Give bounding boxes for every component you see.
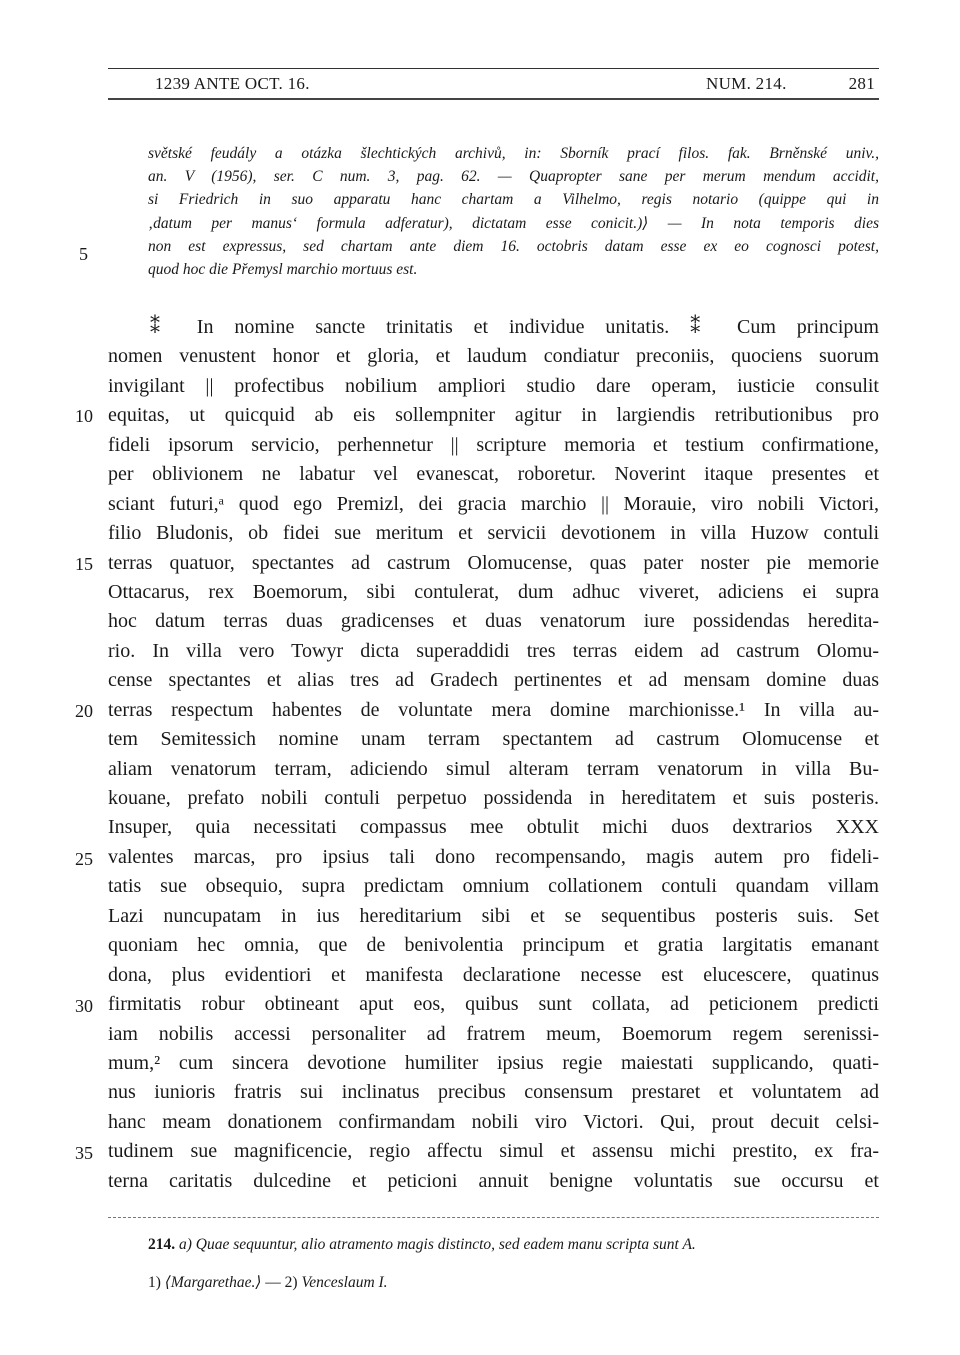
footnote-dash: — xyxy=(265,1274,281,1291)
charter-line: tem Semitessich nomine unam terram spectantem ad castrum Olomucense et xyxy=(108,728,879,751)
charter-line: terras respectum habentes de voluntate mera domine marchionisse.¹ In villa au- xyxy=(108,698,879,721)
charter-line: terna caritatis dulcedine et peticioni annuit benigne voluntatis sue occursu et xyxy=(108,1169,879,1192)
charter-line: invigilant || profectibus nobilium ampliori studio dare operam, iusticie consulit xyxy=(108,374,879,397)
charter-text xyxy=(108,313,879,1196)
charter-line: equitas, ut quicquid ab eis sollempniter agitur in largiendis retributionibus pro xyxy=(108,404,879,427)
charter-line: terras quatuor, spectantes ad castrum Olomucense, quas pater noster pie memorie xyxy=(108,551,879,574)
charter-line: aliam venatorum terram, adiciendo simul alteram terram venatorum in villa Bu- xyxy=(108,757,879,780)
charter-line: filio Bludonis, ob fidei sue meritum et servicii devotionem in villa Huzow contuli xyxy=(108,522,879,545)
footnote-1-text: ⟨Margarethae.⟩ xyxy=(164,1274,262,1291)
header-top-rule xyxy=(108,68,879,69)
charter-line: hoc datum terras duas gradicenses et duas venatorum iure possidendas heredita- xyxy=(108,610,879,633)
charter-line: Insuper, quia necessitati compassus mee obtulit michi duos dextrarios XXX xyxy=(108,816,879,839)
line-number: 15 xyxy=(75,554,93,574)
header-document-number: NUM. 214. xyxy=(706,74,787,93)
charter-line: tudinem sue magnificencie, regio affectu simul et assensu michi prestito, ex fra- xyxy=(108,1140,879,1163)
line-number: 25 xyxy=(75,849,93,869)
editorial-introduction xyxy=(148,142,879,281)
intro-line: ‚datum per manus‘ formula adferatur), dictatam esse conicit.)⟩ — In nota temporis dies xyxy=(148,214,879,232)
charter-line: Lazi nuncupatam in ius hereditarium sibi et se sequentibus posteris suis. Set xyxy=(108,904,879,927)
line-number: 35 xyxy=(75,1143,93,1163)
charter-line: fideli ipsorum servicio, perhennetur || scripture memoria et testium confirmatione, xyxy=(108,433,879,456)
intro-line: světské feudály a otázka šlechtických archivů, in: Sborník prací filos. fak. Brněnské univ., xyxy=(148,145,879,162)
running-header xyxy=(108,68,879,100)
charter-line: cense spectantes et alias tres ad Gradech pertinentes et ad mensam domine duas xyxy=(108,669,879,692)
charter-line: nomen venustent honor et gloria, et laudum condiatur preconiis, quociens suorum xyxy=(108,345,879,368)
charter-line: mum,² cum sincera devotione humiliter ipsius regie maiestati supplicando, quati- xyxy=(108,1051,879,1074)
footnote-separator xyxy=(108,1217,879,1218)
charter-line: nus iunioris fratris sui inclinatus precibus consensum prestaret et voluntatem ad xyxy=(108,1081,879,1104)
footnotes xyxy=(148,1232,879,1308)
charter-line: tatis sue obsequio, supra predictam omnium collationem contuli quandam villam xyxy=(108,875,879,898)
charter-line: valentes marcas, pro ipsius tali dono recompensando, magis autem pro fideli- xyxy=(108,845,879,868)
footnote-2-label: 2) xyxy=(284,1274,298,1291)
charter-line: quoniam hec omnia, que de benivolentia principum et gratia largitatis emanant xyxy=(108,934,879,957)
line-number: 10 xyxy=(75,406,93,426)
line-number: 30 xyxy=(75,996,93,1016)
header-page-number: 281 xyxy=(848,74,875,93)
line-number: 20 xyxy=(75,701,93,721)
footnote-doc-number: 214. xyxy=(148,1236,176,1253)
footnote-numbered xyxy=(148,1270,879,1308)
charter-line: sciant futuri,ᵃ quod ego Premizl, dei gracia marchio || Morauie, viro nobili Victori, xyxy=(108,492,879,515)
intro-line: quod hoc die Přemysl marchio mortuus est. xyxy=(148,260,418,278)
line-number: 5 xyxy=(79,244,88,264)
charter-line: hanc meam donationem confirmandam nobili viro Victori. Qui, prout decuit celsi- xyxy=(108,1110,879,1133)
intro-line: non est expressus, sed chartam ante diem 16. octobris datam esse ex eo cognosci potest, xyxy=(148,237,879,255)
charter-line: rio. In villa vero Towyr dicta superaddidi tres terras eidem ad castrum Olomu- xyxy=(108,639,879,662)
charter-line: dona, plus evidentiori et manifesta declaratione necesse est elucescere, quatinus xyxy=(108,963,879,986)
intro-line: an. V (1956), ser. C num. 3, pag. 62. — Quapropter sane per merum mendum accidit, xyxy=(148,168,879,186)
charter-line: iam nobilis accessi personaliter ad fratrem meum, Boemorum regem serenissi- xyxy=(108,1022,879,1045)
header-bottom-rule xyxy=(108,98,879,100)
intro-line: si Friedrich in suo apparatu hanc chartam a Vilhelmo, regis notario (quippe qui in xyxy=(148,191,879,209)
footnote-a-text: Quae sequuntur, alio atramento magis distincto, sed eadem manu scripta sunt A. xyxy=(195,1236,696,1253)
footnote-a-label: a) xyxy=(179,1236,192,1253)
footnote-2-text: Venceslaum I. xyxy=(301,1274,388,1291)
header-date: 1239 ANTE OCT. 16. xyxy=(155,74,310,93)
footnote-1-label: 1) xyxy=(148,1274,161,1291)
charter-line: per oblivionem ne labatur vel evanescat, roboretur. Noverint itaque presentes et xyxy=(108,463,879,486)
charter-line: Ottacarus, rex Boemorum, sibi contulerat, dum adhuc viveret, adiciens ei supra xyxy=(108,580,879,603)
charter-line: ⁑ In nomine sancte trinitatis et individue unitatis. ⁑ Cum principum xyxy=(150,316,879,338)
charter-line: firmitatis robur obtineant aput eos, quibus sunt collata, ad peticionem predicti xyxy=(108,993,879,1016)
footnote-a xyxy=(148,1232,879,1270)
charter-line: kouane, prefato nobili contuli perpetuo possidenda in hereditatem et suis posteris. xyxy=(108,787,879,809)
